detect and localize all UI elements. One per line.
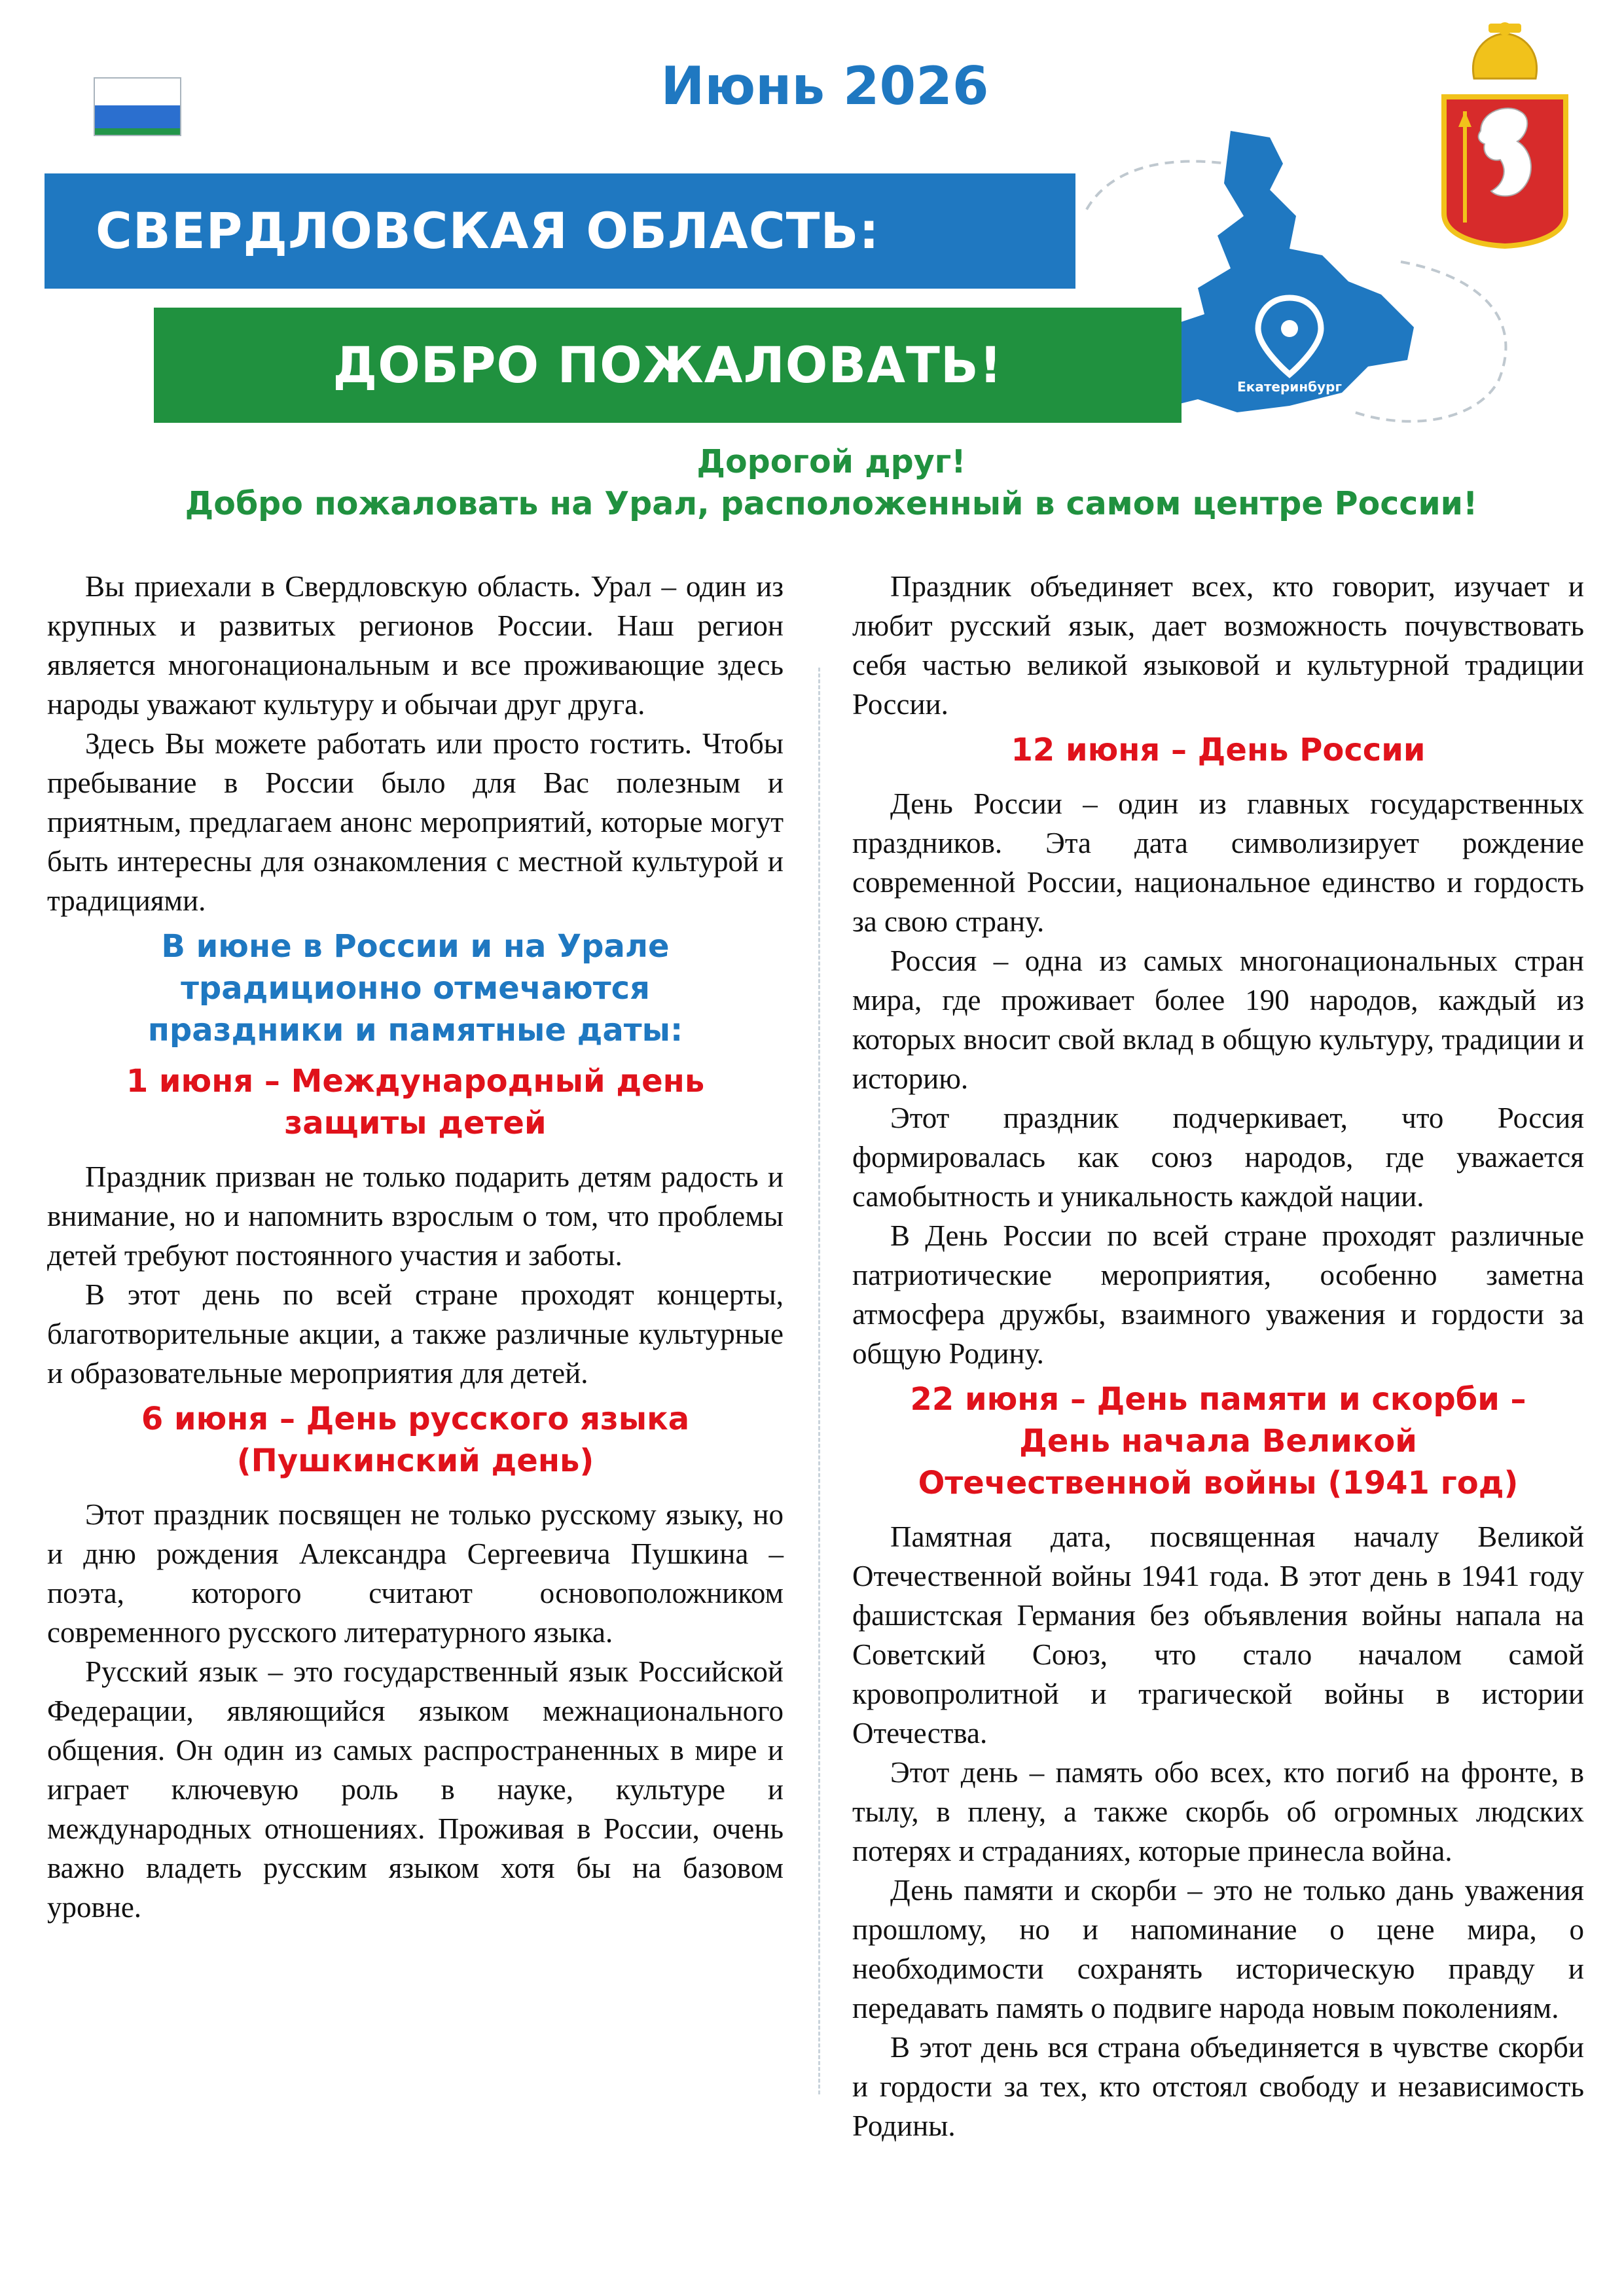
- june22-paragraph: В этот день вся страна объединяется в чувстве скорби и гордости за тех, кто отстоял свободу и независимость Родины.: [852, 2031, 1584, 2142]
- welcome-banner-text: ДОБРО ПОЖАЛОВАТЬ!: [333, 336, 1003, 394]
- june12-paragraph: В День России по всей стране проходят различные патриотические мероприятия, особенно заметна атмосфера дружбы, взаимного уважения и гордости за общую Родину.: [852, 1219, 1584, 1370]
- june22-heading: [852, 1378, 1584, 1504]
- june6-continued-paragraph: Праздник объединяет всех, кто говорит, изучает и любит русский язык, дает возможность почувствовать себя частью великой языковой и культурной традиции России.: [852, 570, 1584, 721]
- page-title: Июнь 2026: [660, 56, 989, 117]
- section-heading-line: традиционно отмечаются: [181, 970, 650, 1007]
- june12-heading: 12 июня – День России: [1011, 732, 1426, 768]
- map-city-label: Екатеринбург: [1237, 379, 1342, 395]
- heading-line: Отечественной войны (1941 год): [918, 1465, 1519, 1501]
- greeting-line-2: Добро пожаловать на Урал, расположенный в самом центре России!: [185, 485, 1478, 522]
- region-banner-text: СВЕРДЛОВСКАЯ ОБЛАСТЬ:: [96, 202, 880, 260]
- heading-line: День начала Великой: [1019, 1423, 1417, 1460]
- june12-paragraph: Этот праздник подчеркивает, что Россия формировалась как союз народов, где уважается самобытность и уникальность каждой нации.: [852, 1102, 1584, 1213]
- intro-paragraph: Здесь Вы можете работать или просто гостить. Чтобы пребывание в России было для Вас полезным и приятным, предлагаем анонс мероприятий, которые могут быть интересны для ознакомления с местной культурой и традициями.: [47, 727, 784, 917]
- heading-line: (Пушкинский день): [236, 1443, 594, 1479]
- region-banner: [45, 173, 1075, 289]
- june22-paragraph: День памяти и скорби – это не только дань уважения прошлому, но и напоминание о цене мира, о необходимости сохранять историческую правду и передавать память о подвиге народа новым поколениям.: [852, 1874, 1584, 2024]
- june1-heading: [47, 1060, 784, 1144]
- heading-line: 6 июня – День русского языка: [141, 1401, 690, 1437]
- june6-paragraph: Этот праздник посвящен не только русскому языку, но и дню рождения Александра Сергеевича Пушкина – поэта, которого считают основоположником современного русского литературного языка.: [47, 1498, 784, 1649]
- section-heading: [47, 925, 784, 1051]
- intro-paragraph: Вы приехали в Свердловскую область. Урал – один из крупных и развитых регионов России. Наш регион является многонациональным и все проживающие здесь народы уважают культуру и обычаи друг друга.: [47, 570, 784, 721]
- june12-paragraph: Россия – одна из самых многонациональных стран мира, где проживает более 190 народов, каждый из которых вносит свой вклад в общую культуру, традиции и историю.: [852, 944, 1584, 1095]
- june6-paragraph: Русский язык – это государственный язык Российской Федерации, являющийся языком межнационального общения. Он один из самых распространенных в мире и играет ключевую роль в науке, культуре и международных отношениях. Проживая в России, очень важно владеть русским языком хотя бы на базовом уровне.: [47, 1655, 784, 1924]
- heading-line: 22 июня – День памяти и скорби –: [910, 1381, 1526, 1418]
- right-column: [852, 567, 1584, 2145]
- welcome-banner: [154, 308, 1182, 423]
- section-heading-line: праздники и памятные даты:: [147, 1012, 683, 1049]
- june1-paragraph: Праздник призван не только подарить детям радость и внимание, но и напомнить взрослым о том, что проблемы детей требуют постоянного участия и заботы.: [47, 1160, 784, 1272]
- section-heading-line: В июне в России и на Урале: [161, 928, 670, 965]
- column-divider: [818, 668, 820, 2094]
- june22-paragraph: Памятная дата, посвященная началу Великой Отечественной войны 1941 года. В этот день в 1941 году фашистская Германия без объявления войны напала на Советский Союз, что стало началом самой кровопролитной и трагической войны в истории Отечества.: [852, 1520, 1584, 1749]
- heading-line: 1 июня – Международный день: [126, 1063, 705, 1100]
- june1-paragraph: В этот день по всей стране проходят концерты, благотворительные акции, а также различные культурные и образовательные мероприятия для детей.: [47, 1278, 784, 1390]
- june22-paragraph: Этот день – память обо всех, кто погиб на фронте, в тылу, в плену, а также скорбь об огромных людских потерях и страданиях, которые принесла война.: [852, 1756, 1584, 1867]
- heading-line: защиты детей: [284, 1105, 547, 1141]
- left-column: [47, 567, 784, 1927]
- coat-of-arms-icon: [1435, 20, 1575, 249]
- region-flag-icon: [94, 77, 181, 136]
- june12-paragraph: День России – один из главных государственных праздников. Эта дата символизирует рождение современной России, национальное единство и гордость за свою страну.: [852, 787, 1584, 938]
- june6-heading: [47, 1398, 784, 1482]
- greeting-line-1: Дорогой друг!: [696, 443, 966, 480]
